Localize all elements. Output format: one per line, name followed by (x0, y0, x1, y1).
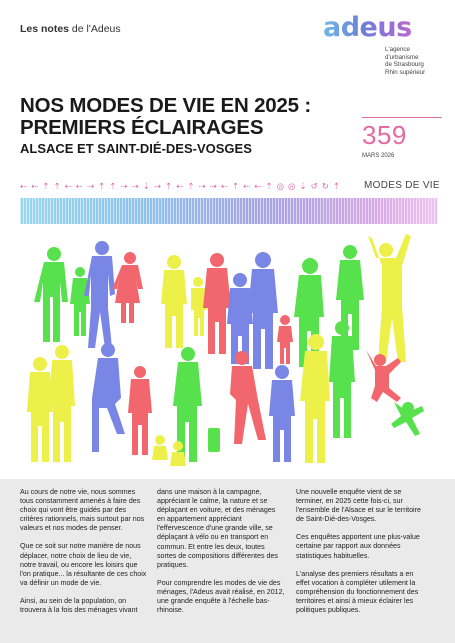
title-line-1: NOS MODES DE VIE EN 2025 : (20, 94, 311, 117)
body-column-3 (296, 488, 424, 624)
issue-number: 359 (362, 117, 442, 150)
logo-wordmark: adeus (323, 14, 438, 42)
arrow-up-icon: ⇡ (231, 181, 240, 191)
silhouette-yellow-group (161, 255, 207, 348)
arrow-left-icon: ⇠ (254, 181, 262, 191)
theme-label: MODES DE VIE (364, 180, 440, 191)
arrow-left-icon: ⇠ (75, 181, 83, 191)
curve-arrow-icon: ↻ (321, 181, 329, 191)
arrow-left-icon: ⇠ (176, 181, 184, 191)
paragraph: Pour comprendre les modes de vie des ménages, l'Adeus avait réalisé, en 2012, une grande enquête à l'échelle bas-rhinoise. (157, 578, 285, 615)
series-label-bold: Les notes (20, 23, 70, 35)
silhouette-green-standing (294, 258, 324, 367)
silhouette-red-child (112, 252, 143, 323)
silhouette-blue-seated (92, 343, 125, 452)
issue-info (362, 117, 442, 159)
arrow-up-icon: ⇡ (332, 181, 341, 191)
arrow-up-icon: ⇡ (187, 181, 195, 191)
arrow-down-icon: ⇣ (299, 181, 307, 191)
target-icon: ◎ (288, 181, 296, 191)
arrow-left-icon: ⇠ (220, 181, 228, 191)
gradient-stripe-banner (20, 198, 438, 224)
icon-strip (20, 180, 340, 192)
paragraph: dans une maison à la campagne, appréciant le calme, la nature et se déplaçant en voiture, et des ménages en appartement appréciant l'effervescence d'une grande ville, se déplaçant à vélo ou en transport en commun. Et entre les deux, toutes sortes de compositions différentes des pratiques. (157, 488, 278, 569)
arrow-left-icon: ⇠ (20, 181, 28, 191)
arrow-left-icon: ⇠ (31, 181, 39, 191)
people-silhouettes-illustration (20, 232, 438, 477)
body-column-2 (157, 488, 285, 624)
page-subtitle: ALSACE ET SAINT-DIÉ-DES-VOSGES (20, 141, 252, 156)
target-icon: ◎ (276, 181, 285, 191)
arrow-up-icon: ⇡ (42, 181, 50, 191)
silhouette-yellow-arms-up (368, 234, 411, 362)
arrow-right-icon: ⇢ (209, 181, 217, 191)
silhouette-green-family-left (34, 247, 90, 342)
silhouette-yellow-elderly (27, 345, 75, 462)
logo-tagline-line: de Strasbourg (385, 61, 424, 69)
silhouette-green-pair (329, 321, 355, 438)
silhouette-blue-parent-child (248, 252, 278, 369)
arrow-right-icon: ⇢ (131, 181, 139, 191)
paragraph: Ces enquêtes apportent une plus-value certaine par rapport aux données statistiques habituelles. (296, 533, 420, 560)
logo-tagline-line: d'urbanisme (385, 53, 419, 61)
logo-tagline (385, 46, 445, 76)
arrow-right-icon: ⇢ (120, 181, 128, 191)
logo-tagline-line: L'agence (385, 46, 410, 53)
arrow-left-icon: ⇠ (243, 181, 251, 191)
silhouette-blue-dancer (269, 365, 295, 462)
paragraph: Une nouvelle enquête vient de se terminer, en 2025 cette fois-ci, sur l'ensemble de l'Alsace et sur le territoire de Saint-Dié-des-Vosges. (296, 488, 421, 524)
silhouette-green-cartwheel (391, 402, 424, 436)
arrow-up-icon: ⇡ (98, 181, 106, 191)
issue-date: MARS 2026 (362, 153, 395, 159)
arrow-up-icon: ⇡ (109, 181, 117, 191)
silhouette-blue-walker (84, 241, 115, 348)
arrow-right-icon: ⇢ (198, 181, 206, 191)
silhouette-red-couple (203, 253, 231, 354)
arrow-left-icon: ⇠ (64, 181, 72, 191)
series-label-rest: de l'Adeus (69, 23, 121, 35)
arrow-up-icon: ⇡ (53, 181, 61, 191)
paragraph: Ainsi, au sein de la population, on trouvera à la fois des ménages vivant (20, 596, 138, 615)
curve-arrow-icon: ↺ (310, 181, 318, 191)
paragraph: Au cours de notre vie, nous sommes tous constamment amenés à faire des choix qui vont être guidés par des critères rationnels, mais surtout par nos valeurs et nos modes de penser. (20, 488, 145, 533)
silhouette-red-adult (128, 366, 152, 455)
arrow-right-icon: ⇢ (153, 181, 162, 191)
paragraph: Que ce soit sur notre manière de nous déplacer, notre choix de lieu de vie, notre travail, ou encore les loisirs que l'on pratique... la résultante de ces choix va définir un mode de vie. (20, 542, 147, 587)
title-line-2: PREMIERS ÉCLAIRAGES (20, 116, 264, 139)
adeus-logo (323, 12, 438, 76)
page-title (20, 95, 360, 139)
silhouette-red-jumping-kid (366, 350, 401, 402)
silhouette-blue-couple (227, 273, 253, 364)
paragraph: L'analyse des premiers résultats a en effet vocation à compléter utilement la compréhension du fonctionnement des territoires et ainsi à mieux éclairer les politiques publiques. (296, 569, 419, 615)
logo-tagline-line: Rhin supérieur (385, 68, 426, 76)
body-column-1 (20, 488, 148, 624)
arrow-down-icon: ⇣ (142, 181, 150, 191)
arrow-up-icon: ⇡ (165, 181, 173, 191)
series-label (20, 23, 121, 35)
silhouette-red-toddler (277, 315, 293, 364)
arrow-up-icon: ⇡ (265, 181, 273, 191)
arrow-right-icon: ⇢ (86, 181, 95, 191)
